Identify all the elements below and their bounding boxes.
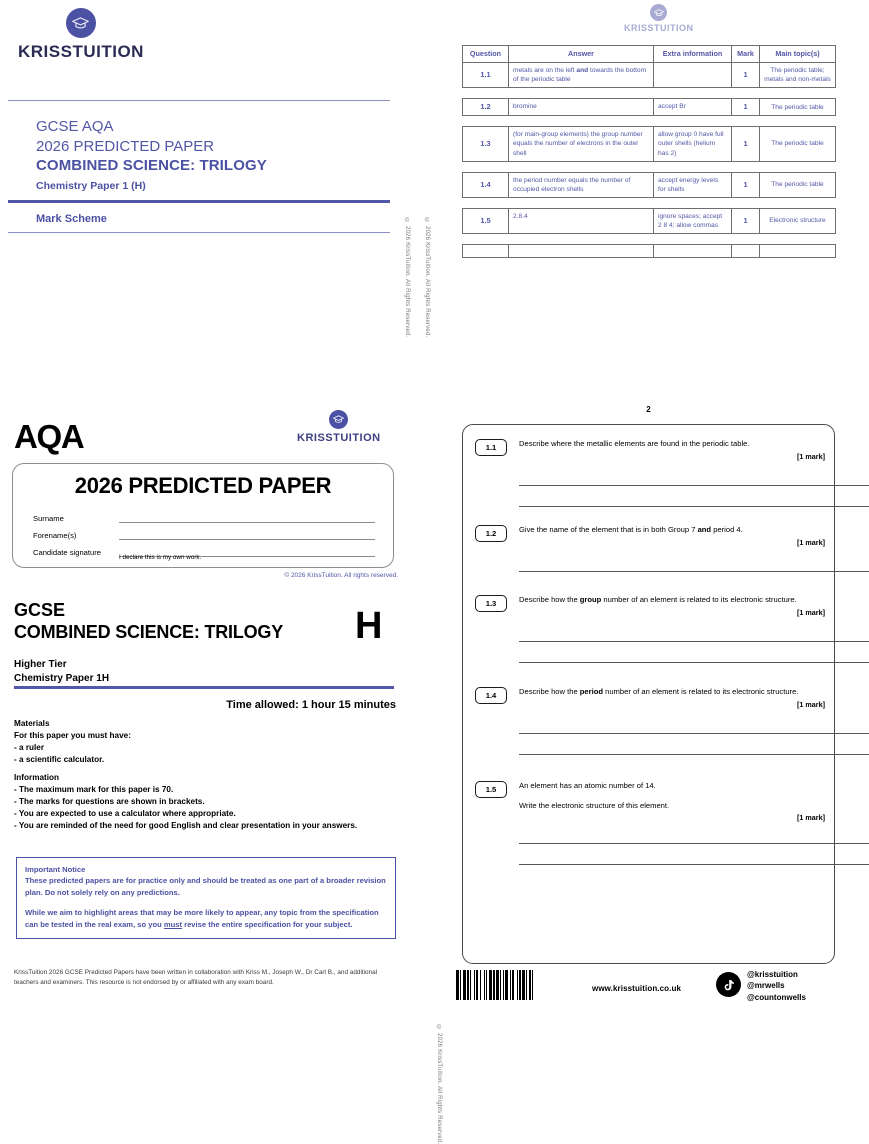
tiktok-icon[interactable] [716,972,741,997]
candidate-details-box [12,463,394,568]
brand-wordmark: KRISSTUITION [18,42,144,61]
predicted-paper-banner: 2026 PREDICTED PAPER [74,473,332,498]
mark-scheme-title-block [36,117,386,193]
social-handle[interactable]: @mrwells [747,981,785,991]
tier-badge: H [355,605,383,647]
answer-line[interactable] [519,827,869,844]
information-item: - The maximum mark for this paper is 70. [14,784,174,794]
label-forenames: Forename(s) [33,531,77,540]
subject-label: COMBINED SCIENCE: TRILOGY [14,622,284,642]
social-handle[interactable]: @countonwells [747,992,806,1002]
answer-line[interactable] [519,625,869,642]
ms-line-series: 2026 PREDICTED PAPER [36,137,215,155]
question-body [519,439,825,461]
field-forenames[interactable] [33,529,375,540]
question-text: An element has an atomic number of 14. [519,781,656,790]
table-row-clipped [463,245,836,258]
ms-line-paper: Chemistry Paper 1 (H) [36,179,146,192]
vertical-copyright-c: © 2026 KrissTuition. All Rights Reserved. [436,1025,442,1144]
question-body [519,781,825,822]
question-text: Describe how the group number of an element is related to its electronic structure. [519,595,797,604]
label-surname: Surname [33,514,64,523]
qualification-label: GCSE [14,600,66,620]
vertical-copyright-a: © 2026 KrissTuition. All Rights Reserved. [404,218,410,338]
question-number-tag: 1.2 [475,525,507,542]
social-handles [747,969,806,1003]
cover-copyright: © 2026 KrissTuition. All rights reserved. [284,572,398,579]
mark-scheme-table-panel [452,0,845,392]
cell-extra-information: ignore spaces; accept 2 8 4; allow commas [654,208,732,233]
disclaimer-text: KrissTuition 2026 GCSE Predicted Papers have been written in collaboration with Kriss M., Joseph W., Dr Carl B., and additional teachers and examiners. This resource is not endorsed by or affiliated with any exam board. [14,969,378,986]
cell-answer: metals are on the left and towards the bottom of the periodic table [509,62,654,87]
divider-bottom [8,232,390,233]
cell-main-topic: Electronic structure [760,208,836,233]
question-paper-cover [0,400,442,1144]
ms-line-board: GCSE AQA [36,118,114,135]
cell-main-topic: The periodic table; metals and non-metals [760,62,836,87]
question-text: Give the name of the element that is in both Group 7 and period 4. [519,525,743,534]
cell-answer: (for main-group elements) the group number equals the number of electrons in the outer shell [509,127,654,161]
page-footer [452,966,845,1006]
vertical-copyright-b: © 2026 KrissTuition. All Rights Reserved. [424,218,430,338]
materials-intro: For this paper you must have: [14,730,131,740]
notice-heading: Important Notice [25,865,86,874]
question-text-emphasis: group [579,595,602,604]
mark-scheme-cover [0,0,430,395]
cell-answer: 2.8.4 [509,208,654,233]
question-item [475,525,825,547]
cell-mark: 1 [732,99,760,116]
ms-line-subject: COMBINED SCIENCE: TRILOGY [36,157,267,174]
field-surname[interactable] [33,512,375,523]
materials-block [14,718,131,766]
time-allowed: Time allowed: 1 hour 15 minutes [226,699,396,711]
brand-wordmark: KRISSTUITION [297,432,381,444]
krisstuition-logo [18,8,144,62]
cell-answer: the period number equals the number of occupied electron shells [509,172,654,197]
graduation-cap-icon [650,4,667,21]
cell-answer: bromine [509,99,654,116]
answer-line[interactable] [519,848,869,865]
question-number-tag: 1.4 [475,687,507,704]
notice-paragraph-2 [25,907,387,930]
social-handle[interactable]: @krisstuition [747,970,798,979]
th-question: Question [463,46,509,63]
table-row-spacer [463,161,836,172]
question-item [475,439,825,461]
question-body [519,595,825,617]
question-item [475,781,825,822]
materials-item: - a ruler [14,742,45,752]
notice-p2-pre: While we aim to highlight areas that may be more likely to appear, any topic from the specification can be tested in the real exam, so you [25,908,379,929]
mark-scheme-table [462,45,836,258]
cell-mark: 1 [732,127,760,161]
paper-label: Chemistry Paper 1H [14,672,110,684]
question-text-emphasis: and [697,525,712,534]
cell-main-topic: The periodic table [760,127,836,161]
table-row [463,208,836,233]
input-surname[interactable] [119,512,375,523]
cell-mark: 1 [732,62,760,87]
cell-question: 1.2 [463,99,509,116]
field-signature[interactable] [33,546,375,557]
cell-question: 1.5 [463,208,509,233]
page-number: 2 [646,405,651,414]
graduation-cap-icon [329,410,348,429]
question-mark-allocation: [1 mark] [797,537,825,547]
divider-top [8,100,390,101]
notice-p2-emphasis: must [163,919,183,929]
notice-paragraph-1: These predicted papers are for practice only and should be treated as one part of a broader revision plan. Do not solely rely on any predictions. [25,876,386,897]
important-notice-box [16,857,396,939]
cell-question: 1.1 [463,62,509,87]
cell-extra-information: accept Br [654,99,732,116]
barcode-icon [456,970,564,1000]
table-row [463,62,836,87]
tier-label: Higher Tier [14,659,67,670]
graduation-cap-icon [66,8,96,38]
materials-item: - a scientific calculator. [14,754,105,764]
question-text: Write the electronic structure of this element. [519,800,670,810]
question-number-tag: 1.3 [475,595,507,612]
question-mark-allocation: [1 mark] [797,699,825,709]
label-signature: Candidate signature [33,548,101,557]
question-body [519,687,825,709]
declaration-text: I declare this is my own work. [119,554,202,561]
th-answer: Answer [509,46,654,63]
question-body [519,525,825,547]
divider-mid [8,200,390,203]
question-item [475,687,825,709]
question-number-tag: 1.1 [475,439,507,456]
information-item: - The marks for questions are shown in brackets. [14,796,205,806]
cell-extra-information: accept energy levels for shells [654,172,732,197]
materials-heading: Materials [14,719,50,728]
answer-line[interactable] [519,490,869,507]
cell-mark: 1 [732,172,760,197]
answer-line[interactable] [519,717,869,734]
aqa-logo: AQA [14,418,84,455]
cell-answer-emphasis: and [576,66,589,74]
question-item [475,595,825,617]
cell-main-topic: The periodic table [760,99,836,116]
cell-mark: 1 [732,208,760,233]
tier-and-paper [14,658,109,685]
question-page-panel [452,398,845,1007]
table-row-spacer [463,197,836,208]
question-mark-allocation: [1 mark] [797,607,825,617]
input-forenames[interactable] [119,529,375,540]
questions-container [462,424,835,964]
question-text: Describe where the metallic elements are found in the periodic table. [519,439,750,448]
information-item: - You are reminded of the need for good English and clear presentation in your answers. [14,820,358,830]
question-text: Describe how the period number of an element is related to its electronic structure. [519,687,799,696]
cell-extra-information: allow group 0 have full outer shells (helium has 2) [654,127,732,161]
answer-line[interactable] [519,738,869,755]
table-row-spacer [463,116,836,127]
th-extra-information: Extra information [654,46,732,63]
table-row [463,127,836,161]
cell-question: 1.3 [463,127,509,161]
cell-question: 1.4 [463,172,509,197]
table-row [463,99,836,116]
krisstuition-logo-faded [624,4,694,33]
table-row-spacer [463,88,836,99]
answer-line[interactable] [519,555,869,572]
cell-extra-information [654,62,732,87]
table-row [463,172,836,197]
website-url[interactable]: www.krisstuition.co.uk [592,984,682,993]
brand-wordmark: KRISSTUITION [624,23,694,33]
mark-scheme-label: Mark Scheme [36,213,107,225]
information-heading: Information [14,773,60,782]
notice-p2-post: revise the entire specification for your subject. [182,919,353,929]
table-row-spacer [463,234,836,245]
answer-line[interactable] [519,646,869,663]
cell-main-topic: The periodic table [760,172,836,197]
question-text-emphasis: period [579,687,603,696]
question-mark-allocation: [1 mark] [797,813,825,823]
answer-line[interactable] [519,469,869,486]
question-number-tag: 1.5 [475,781,507,798]
information-item: - You are expected to use a calculator where appropriate. [14,808,236,818]
th-main-topics: Main topic(s) [760,46,836,63]
krisstuition-logo-cover [297,410,381,444]
cover-divider [14,686,394,689]
information-block [14,772,357,831]
table-header-row [463,46,836,63]
question-mark-allocation: [1 mark] [797,451,825,461]
th-mark: Mark [732,46,760,63]
